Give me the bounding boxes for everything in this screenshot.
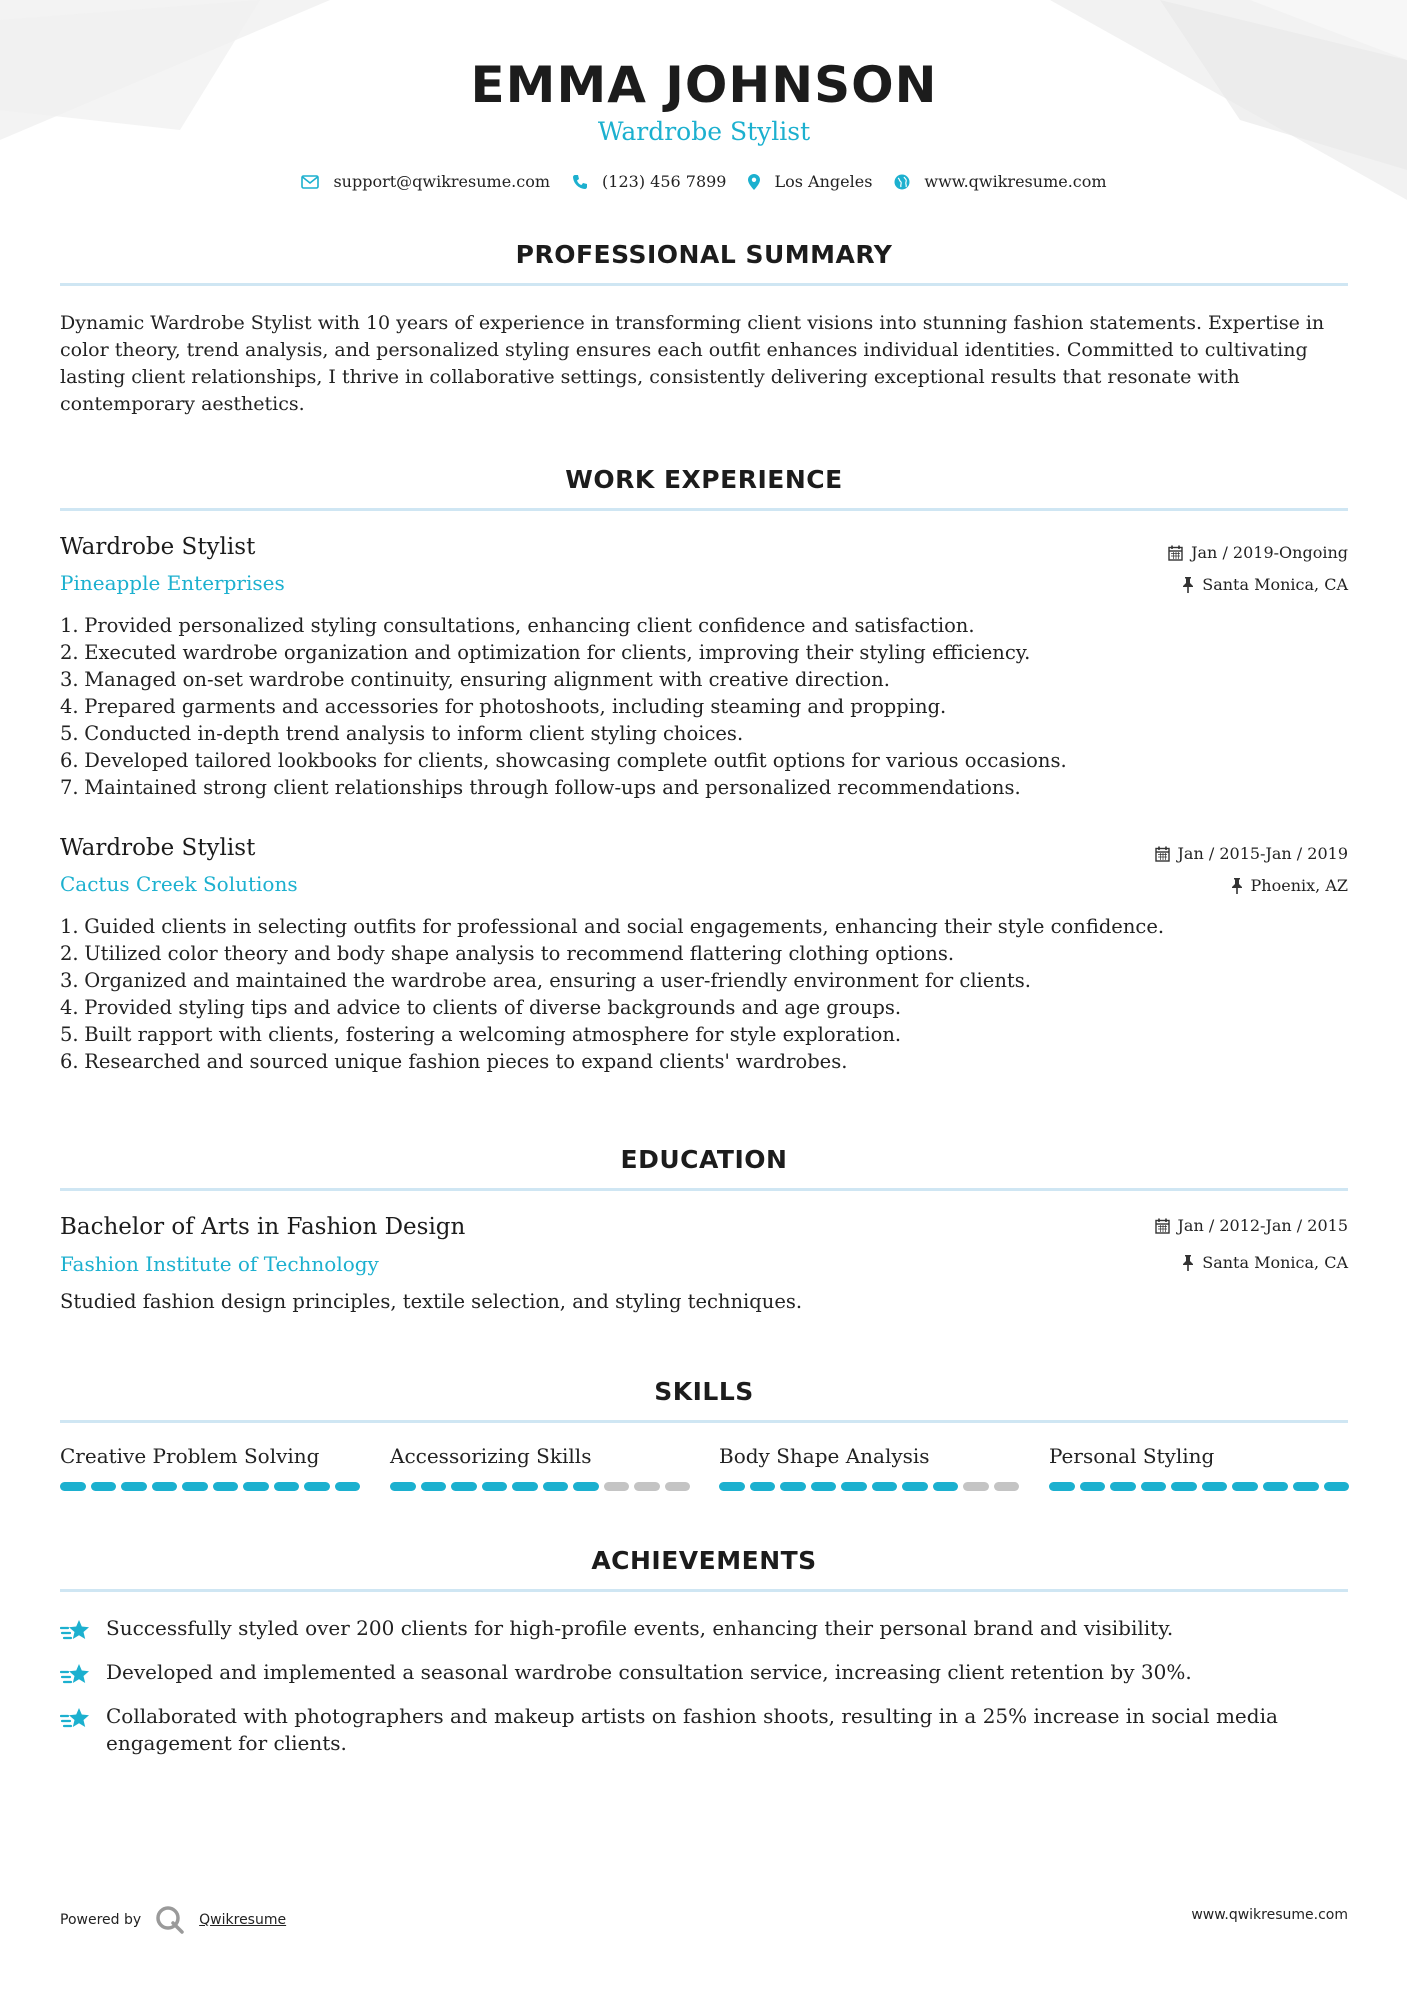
company-name: Pineapple Enterprises — [60, 571, 285, 595]
list-item: 2. Utilized color theory and body shape analysis to recommend flattering clothing options. — [60, 942, 955, 965]
list-item: 2. Executed wardrobe organization and optimization for clients, improving their styling efficiency. — [60, 641, 1031, 664]
skill-segment-filled — [91, 1482, 117, 1491]
job-duties-list — [60, 612, 1366, 801]
contact-phone-text: (123) 456 7899 — [602, 172, 727, 191]
list-item: 3. Organized and maintained the wardrobe area, ensuring a user-friendly environment for clients. — [60, 969, 1031, 992]
education-location-text: Santa Monica, CA — [1202, 1253, 1348, 1272]
achievement-text: Collaborated with photographers and makeup artists on fashion shoots, resulting in a 25% increase in social media engagement for clients. — [106, 1704, 1278, 1755]
skill-segment-filled — [543, 1482, 569, 1491]
globe-icon — [894, 174, 910, 190]
job-location-text: Phoenix, AZ — [1250, 876, 1348, 895]
education-dates-text: Jan / 2012-Jan / 2015 — [1177, 1216, 1348, 1235]
skills-heading: SKILLS — [654, 1377, 754, 1406]
shooting-star-icon — [60, 1661, 92, 1689]
skill-name: Personal Styling — [1049, 1444, 1215, 1468]
qwikresume-logo-icon — [155, 1905, 185, 1935]
skill-item — [719, 1444, 1019, 1491]
experience-heading: WORK EXPERIENCE — [565, 465, 843, 494]
skill-segment-filled — [841, 1482, 867, 1491]
skill-segment-filled — [902, 1482, 928, 1491]
job-dates — [1155, 844, 1348, 863]
phone-icon — [572, 174, 588, 190]
skill-segment-filled — [1141, 1482, 1167, 1491]
list-item: 5. Conducted in-depth trend analysis to inform client styling choices. — [60, 722, 744, 745]
candidate-name: EMMA JOHNSON — [470, 56, 938, 114]
skill-name: Body Shape Analysis — [719, 1444, 930, 1468]
skill-level-bar — [390, 1482, 690, 1491]
skill-level-bar — [1049, 1482, 1349, 1491]
contact-bar — [60, 172, 1348, 191]
skill-segment-filled — [390, 1482, 416, 1491]
degree-title: Bachelor of Arts in Fashion Design — [60, 1214, 466, 1240]
skill-segment-filled — [1324, 1482, 1350, 1491]
skill-segment-filled — [213, 1482, 239, 1491]
contact-location-text: Los Angeles — [774, 172, 873, 191]
contact-website[interactable] — [894, 172, 1106, 191]
pushpin-icon — [1182, 577, 1194, 593]
job-location — [1231, 876, 1348, 895]
skill-segment-filled — [304, 1482, 330, 1491]
list-item: 1. Provided personalized styling consultations, enhancing client confidence and satisfaction. — [60, 614, 975, 637]
job-dates-text: Jan / 2019-Ongoing — [1191, 543, 1348, 562]
list-item: 6. Researched and sourced unique fashion pieces to expand clients' wardrobes. — [60, 1050, 848, 1073]
education-dates — [1155, 1216, 1348, 1235]
header-background-pattern — [0, 0, 1407, 230]
skill-segment-filled — [121, 1482, 147, 1491]
skill-segment-filled — [335, 1482, 361, 1491]
skills-divider — [60, 1420, 1348, 1423]
skill-segment-filled — [421, 1482, 447, 1491]
company-name: Cactus Creek Solutions — [60, 872, 298, 896]
list-item: 3. Managed on-set wardrobe continuity, ensuring alignment with creative direction. — [60, 668, 890, 691]
education-heading: EDUCATION — [620, 1145, 788, 1174]
list-item: 1. Guided clients in selecting outfits for professional and social engagements, enhancing their style confidence. — [60, 915, 1165, 938]
skill-segment-filled — [1202, 1482, 1228, 1491]
skill-segment-empty — [604, 1482, 630, 1491]
list-item: 4. Prepared garments and accessories for photoshoots, including steaming and propping. — [60, 695, 947, 718]
skill-segment-filled — [872, 1482, 898, 1491]
job-title: Wardrobe Stylist — [60, 534, 256, 560]
education-location — [1182, 1253, 1348, 1272]
shooting-star-icon — [60, 1705, 92, 1733]
envelope-icon — [301, 175, 319, 189]
achievements-heading: ACHIEVEMENTS — [591, 1546, 817, 1575]
skill-segment-filled — [1293, 1482, 1319, 1491]
summary-heading: PROFESSIONAL SUMMARY — [515, 240, 893, 269]
calendar-icon — [1168, 545, 1183, 561]
contact-website-text: www.qwikresume.com — [924, 172, 1107, 191]
powered-by — [60, 1905, 286, 1935]
skill-segment-filled — [60, 1482, 86, 1491]
achievements-divider — [60, 1589, 1348, 1592]
powered-by-label: Powered by — [60, 1912, 142, 1928]
contact-phone[interactable] — [572, 172, 726, 191]
skill-segment-empty — [634, 1482, 660, 1491]
skill-item — [390, 1444, 690, 1491]
skill-name: Creative Problem Solving — [60, 1444, 320, 1468]
skill-segment-filled — [750, 1482, 776, 1491]
skill-segment-filled — [933, 1482, 959, 1491]
skill-segment-filled — [719, 1482, 745, 1491]
skill-segment-filled — [1110, 1482, 1136, 1491]
skill-segment-filled — [1049, 1482, 1075, 1491]
skill-segment-empty — [665, 1482, 691, 1491]
skill-item — [1049, 1444, 1349, 1491]
skill-segment-filled — [152, 1482, 178, 1491]
map-marker-icon — [748, 174, 760, 190]
skill-level-bar — [719, 1482, 1019, 1491]
skill-segment-filled — [1080, 1482, 1106, 1491]
calendar-icon — [1155, 846, 1170, 862]
footer — [60, 1896, 1348, 1936]
qwikresume-link[interactable]: Qwikresume — [199, 1912, 287, 1928]
job-location-text: Santa Monica, CA — [1202, 575, 1348, 594]
contact-location — [748, 172, 872, 191]
skill-segment-filled — [512, 1482, 538, 1491]
skill-segment-filled — [243, 1482, 269, 1491]
skill-segment-empty — [963, 1482, 989, 1491]
contact-email[interactable] — [301, 172, 550, 191]
list-item: 6. Developed tailored lookbooks for clients, showcasing complete outfit options for various occasions. — [60, 749, 1067, 772]
skill-segment-filled — [482, 1482, 508, 1491]
skill-segment-filled — [274, 1482, 300, 1491]
job-dates-text: Jan / 2015-Jan / 2019 — [1177, 844, 1348, 863]
job-location — [1182, 575, 1348, 594]
list-item: 4. Provided styling tips and advice to clients of diverse backgrounds and age groups. — [60, 996, 902, 1019]
job-title: Wardrobe Stylist — [60, 835, 256, 861]
skill-segment-filled — [780, 1482, 806, 1491]
skill-segment-filled — [1232, 1482, 1258, 1491]
achievement-text: Developed and implemented a seasonal wardrobe consultation service, increasing client retention by 30%. — [106, 1660, 1192, 1684]
pushpin-icon — [1231, 878, 1243, 894]
education-description: Studied fashion design principles, textile selection, and styling techniques. — [60, 1290, 803, 1313]
achievement-item — [60, 1703, 1348, 1757]
calendar-icon — [1155, 1218, 1170, 1234]
job-dates — [1168, 543, 1348, 562]
skill-segment-filled — [1263, 1482, 1289, 1491]
skill-segment-filled — [182, 1482, 208, 1491]
candidate-title: Wardrobe Stylist — [597, 117, 811, 146]
skill-name: Accessorizing Skills — [390, 1444, 592, 1468]
achievement-text: Successfully styled over 200 clients for high-profile events, enhancing their personal brand and visibility. — [106, 1616, 1174, 1640]
summary-divider — [60, 283, 1348, 286]
skill-segment-filled — [1171, 1482, 1197, 1491]
footer-website[interactable]: www.qwikresume.com — [1191, 1907, 1348, 1923]
shooting-star-icon — [60, 1617, 92, 1645]
pushpin-icon — [1182, 1255, 1194, 1271]
skill-segment-filled — [451, 1482, 477, 1491]
achievement-item — [60, 1659, 1348, 1689]
skill-item — [60, 1444, 360, 1491]
job-duties-list — [60, 913, 1366, 1075]
list-item: 5. Built rapport with clients, fostering a welcoming atmosphere for style exploration. — [60, 1023, 902, 1046]
summary-text: Dynamic Wardrobe Stylist with 10 years of experience in transforming client visions into stunning fashion statements. Expertise in color theory, trend analysis, and personalized styling ensures each outfit enhances individual identities. Committed to cultivating lasting client relationships, I thrive in collaborative settings, consistently delivering exceptional results that resonate with contemporary aesthetics. — [60, 312, 1325, 415]
list-item: 7. Maintained strong client relationships through follow-ups and personalized recommendations. — [60, 776, 1021, 799]
skill-level-bar — [60, 1482, 360, 1491]
skill-segment-filled — [573, 1482, 599, 1491]
skill-segment-filled — [811, 1482, 837, 1491]
contact-email-text: support@qwikresume.com — [333, 172, 551, 191]
achievement-item — [60, 1615, 1348, 1645]
education-divider — [60, 1188, 1348, 1191]
experience-divider — [60, 508, 1348, 511]
school-name: Fashion Institute of Technology — [60, 1252, 379, 1276]
skill-segment-empty — [994, 1482, 1020, 1491]
